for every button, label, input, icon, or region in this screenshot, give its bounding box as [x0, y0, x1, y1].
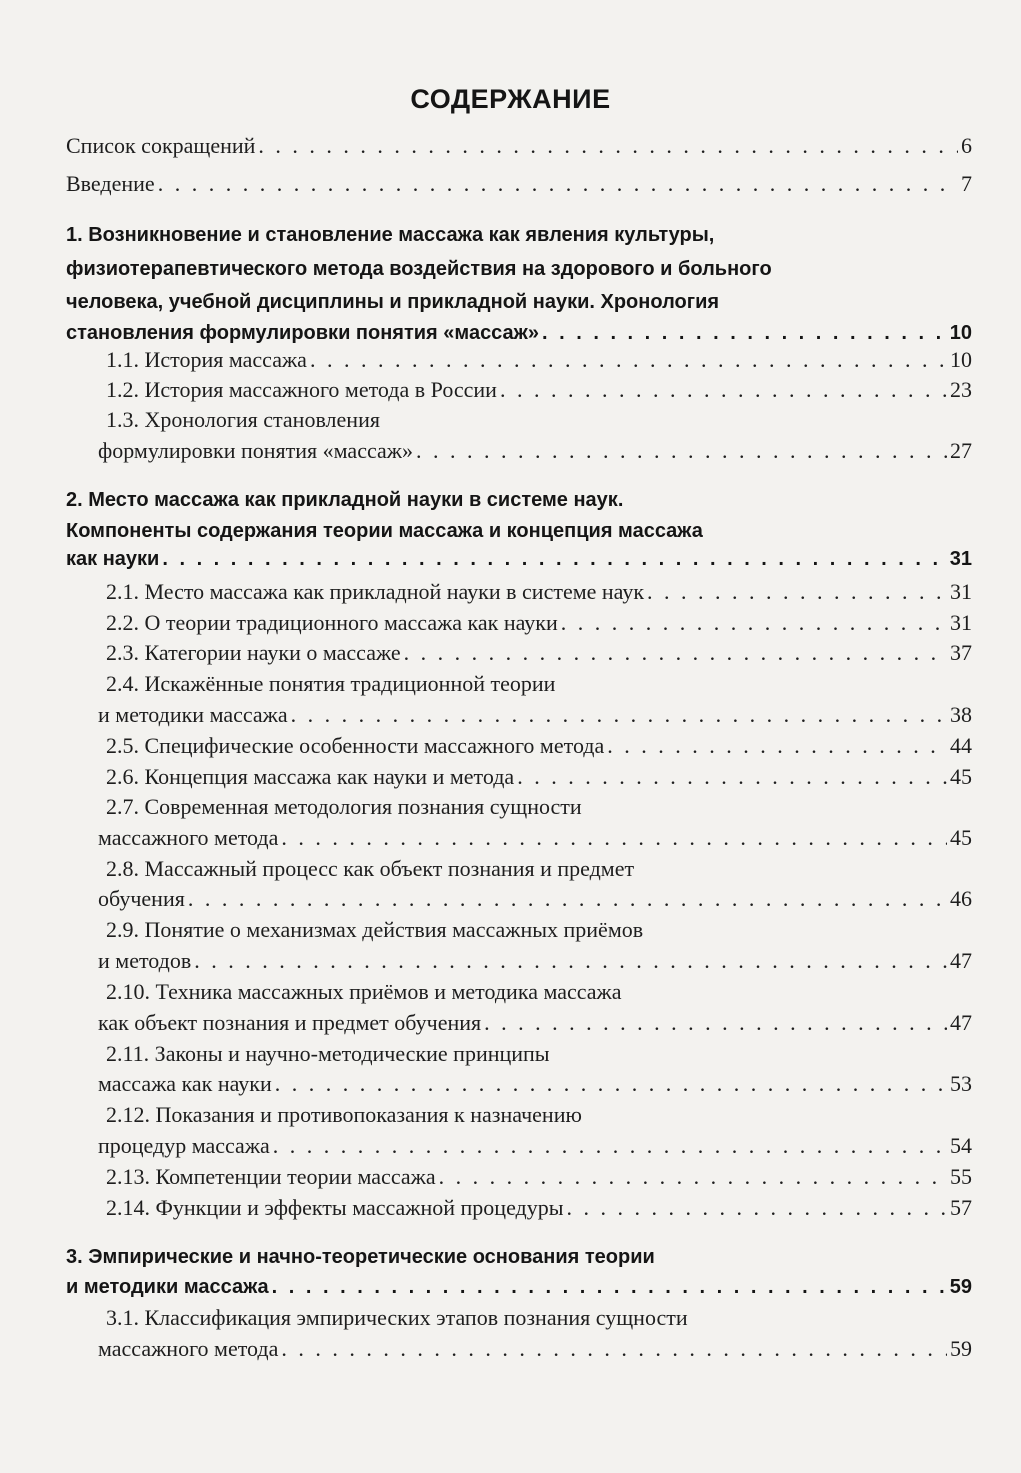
toc-entry-introduction[interactable] [66, 171, 972, 197]
leader-dots [273, 1133, 947, 1159]
toc-entry-title: как объект познания и предмет обучения [98, 1010, 482, 1035]
toc-page-number: 59 [950, 1336, 972, 1361]
toc-entry-title-line: 2.7. Современная методология познания сущности [106, 794, 582, 819]
toc-page-number: 31 [950, 579, 972, 604]
toc-entry-2-9[interactable] [98, 948, 972, 974]
leader-dots [484, 1010, 947, 1036]
toc-entry-2-2[interactable] [106, 610, 972, 636]
toc-entry-title: Введение [66, 171, 155, 196]
toc-entry-2-3[interactable] [106, 640, 972, 666]
leader-dots [517, 764, 947, 790]
toc-entry-title: и методов [98, 948, 192, 973]
leader-dots [404, 640, 947, 666]
toc-page-number: 6 [961, 133, 972, 158]
toc-page-number: 45 [950, 764, 972, 789]
leader-dots [416, 438, 947, 464]
toc-entry-chapter-2[interactable] [66, 548, 972, 571]
leader-dots [272, 1276, 947, 1299]
toc-page-number: 7 [961, 171, 972, 196]
toc-page-number: 10 [950, 347, 972, 372]
leader-dots [567, 1195, 947, 1221]
toc-entry-2-1[interactable] [106, 579, 972, 605]
leader-dots [158, 171, 958, 197]
toc-entry-2-10[interactable] [98, 1010, 972, 1036]
toc-entry-title: формулировки понятия «массаж» [98, 438, 413, 463]
toc-entry-title: Список сокращений [66, 133, 256, 158]
toc-entry-title-line: 2.4. Искажённые понятия традиционной теории [106, 671, 556, 696]
leader-dots [194, 948, 947, 974]
toc-page-number: 38 [950, 702, 972, 727]
leader-dots [561, 610, 947, 636]
toc-page-number: 44 [950, 733, 972, 758]
toc-entry-2-6[interactable] [106, 764, 972, 790]
toc-page-number: 47 [950, 948, 972, 973]
toc-entry-2-12[interactable] [98, 1133, 972, 1159]
toc-entry-1-2[interactable] [106, 377, 972, 403]
toc-page-number: 47 [950, 1010, 972, 1035]
chapter-1-title-line: физиотерапевтического метода воздействия на здорового и больного [66, 258, 772, 280]
toc-entry-1-1[interactable] [106, 347, 972, 373]
toc-entry-title: массажного метода [98, 825, 279, 850]
toc-entry-chapter-3[interactable] [66, 1276, 972, 1299]
chapter-3-title-line: 3. Эмпирические и начно-теоретические основания теории [66, 1246, 655, 1268]
leader-dots [162, 548, 946, 571]
leader-dots [439, 1164, 947, 1190]
leader-dots [542, 322, 947, 345]
page-title: СОДЕРЖАНИЕ [410, 84, 611, 114]
toc-page-number: 31 [949, 548, 972, 570]
chapter-2-title-line: Компоненты содержания теории массажа и концепция массажа [66, 520, 703, 542]
toc-page-number: 23 [950, 377, 972, 402]
leader-dots [291, 702, 947, 728]
toc-entry-title: обучения [98, 886, 185, 911]
toc-entry-chapter-1[interactable] [66, 322, 972, 345]
leader-dots [500, 377, 947, 403]
leader-dots [275, 1071, 947, 1097]
toc-entry-title: 1.2. История массажного метода в России [106, 377, 497, 402]
toc-entry-2-4[interactable] [98, 702, 972, 728]
toc-page-number: 55 [950, 1164, 972, 1189]
toc-entry-title: как науки [66, 548, 160, 570]
toc-entry-title: и методики массажа [98, 702, 288, 727]
toc-entry-title: становления формулировки понятия «массаж» [66, 322, 539, 344]
toc-entry-title: 2.3. Категории науки о массаже [106, 640, 401, 665]
toc-entry-title: массажного метода [98, 1336, 279, 1361]
toc-entry-2-11[interactable] [98, 1071, 972, 1097]
leader-dots [281, 825, 947, 851]
toc-entry-2-5[interactable] [106, 733, 972, 759]
chapter-1-title-line: 1. Возникновение и становление массажа как явления культуры, [66, 224, 715, 246]
leader-dots [281, 1336, 947, 1362]
toc-page-number: 53 [950, 1071, 972, 1096]
toc-entry-1-3[interactable] [98, 438, 972, 464]
toc-entry-3-1[interactable] [98, 1336, 972, 1362]
toc-page-number: 31 [950, 610, 972, 635]
chapter-1-title-line: человека, учебной дисциплины и прикладной науки. Хронология [66, 291, 720, 313]
toc-entry-title: 2.13. Компетенции теории массажа [106, 1164, 436, 1189]
toc-entry-2-8[interactable] [98, 886, 972, 912]
toc-page-number: 59 [949, 1276, 972, 1298]
toc-entry-title: 2.2. О теории традиционного массажа как науки [106, 610, 558, 635]
toc-entry-title-line: 2.9. Понятие о механизмах действия массажных приёмов [106, 917, 644, 942]
toc-entry-title: 1.1. История массажа [106, 347, 307, 372]
toc-entry-title: 2.1. Место массажа как прикладной науки в системе наук [106, 579, 645, 604]
toc-page-number: 57 [950, 1195, 972, 1220]
chapter-2-title-line: 2. Место массажа как прикладной науки в системе наук. [66, 489, 624, 511]
toc-entry-title-line: 2.12. Показания и противопоказания к назначению [106, 1102, 582, 1127]
toc-page-number: 45 [950, 825, 972, 850]
toc-entry-title-line: 1.3. Хронология становления [106, 407, 380, 432]
leader-dots [310, 347, 947, 373]
toc-page-number: 54 [950, 1133, 972, 1158]
toc-entry-title: 2.5. Специфические особенности массажного метода [106, 733, 605, 758]
toc-entry-abbreviations[interactable] [66, 133, 972, 159]
toc-page-number: 10 [949, 322, 972, 344]
leader-dots [647, 579, 947, 605]
toc-page-number: 37 [950, 640, 972, 665]
toc-entry-title-line: 3.1. Классификация эмпирических этапов познания сущности [106, 1305, 688, 1330]
leader-dots [607, 733, 947, 759]
toc-entry-2-7[interactable] [98, 825, 972, 851]
toc-entry-title-line: 2.11. Законы и научно-методические принципы [106, 1041, 550, 1066]
toc-entry-2-14[interactable] [106, 1195, 972, 1221]
toc-page-number: 46 [950, 886, 972, 911]
toc-entry-title: процедур массажа [98, 1133, 270, 1158]
leader-dots [188, 886, 947, 912]
toc-entry-title: и методики массажа [66, 1276, 269, 1298]
toc-entry-title: 2.6. Концепция массажа как науки и метода [106, 764, 515, 789]
toc-page-number: 27 [950, 438, 972, 463]
toc-entry-2-13[interactable] [106, 1164, 972, 1190]
toc-entry-title-line: 2.8. Массажный процесс как объект познания и предмет [106, 856, 635, 881]
toc-entry-title: 2.14. Функции и эффекты массажной процедуры [106, 1195, 564, 1220]
toc-entry-title: массажа как науки [98, 1071, 272, 1096]
leader-dots [258, 133, 958, 159]
toc-entry-title-line: 2.10. Техника массажных приёмов и методика массажа [106, 979, 622, 1004]
